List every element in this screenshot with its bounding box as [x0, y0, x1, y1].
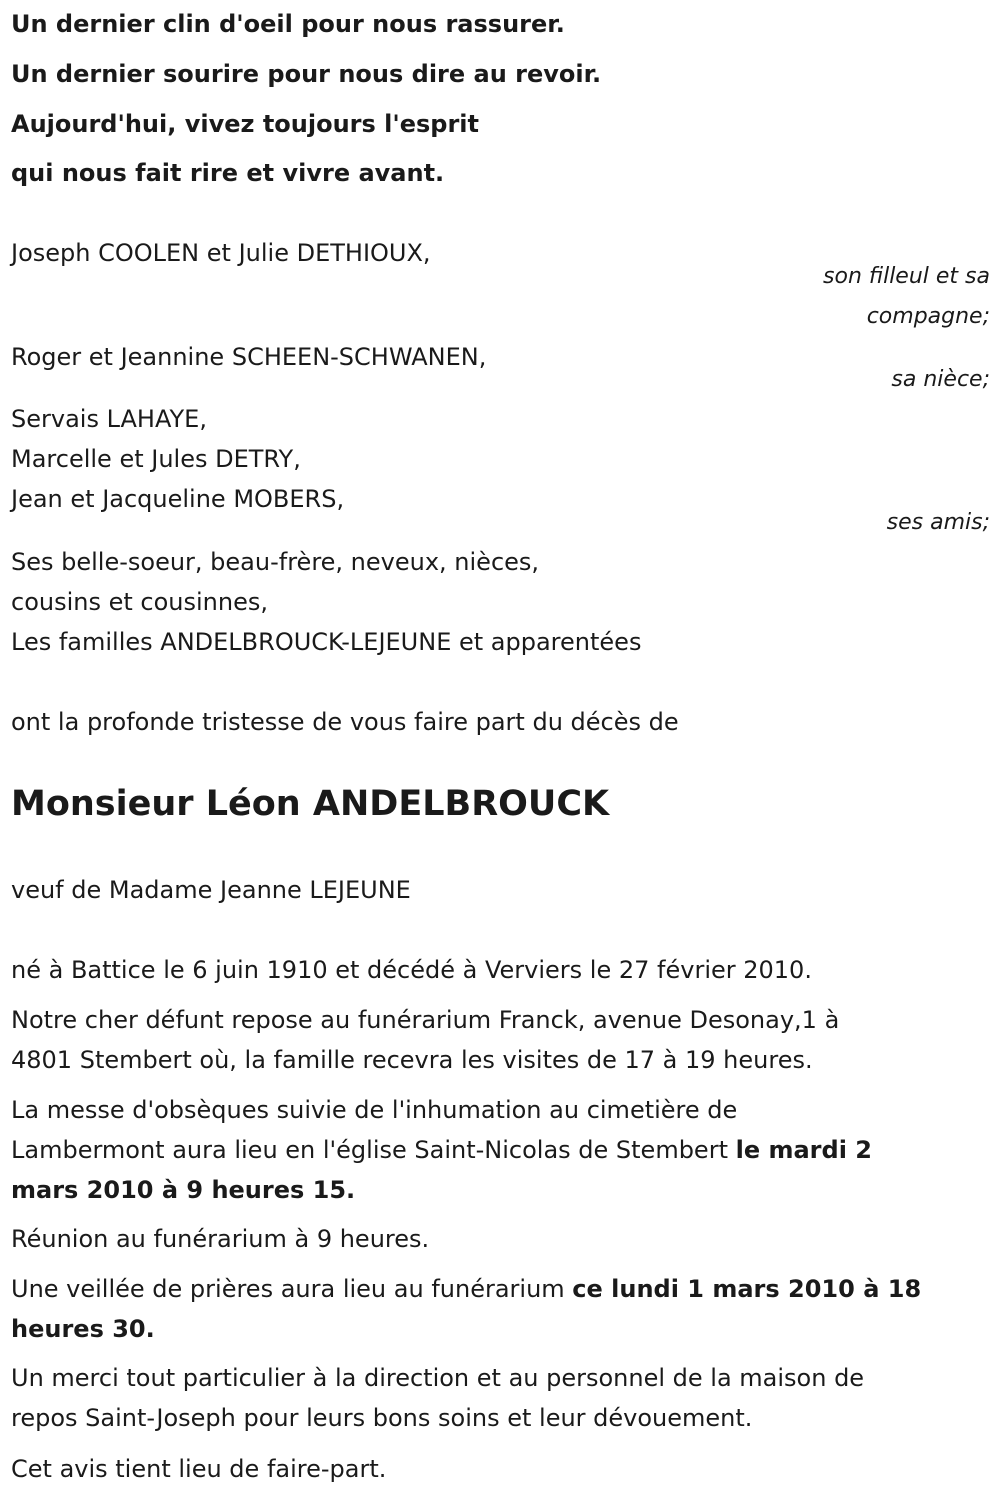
mourner-family-line-1: Ses belle-soeur, beau-frère, neveux, nièces,: [11, 548, 540, 576]
vigil-line-1: [11, 1273, 921, 1305]
mass-line-3: mars 2010 à 9 heures 15.: [11, 1176, 356, 1204]
birth-death-text: né à Battice le 6 juin 1910 et décédé à Verviers le 27 février 2010.: [11, 956, 812, 984]
poem-line-4: qui nous fait rire et vivre avant.: [11, 159, 445, 187]
role-amis: ses amis;: [886, 510, 990, 535]
mourner-family-line-2: cousins et cousinnes,: [11, 588, 268, 616]
meeting-text: Réunion au funérarium à 9 heures.: [11, 1225, 430, 1253]
mourner-family-line-3: Les familles ANDELBROUCK-LEJEUNE et apparentées: [11, 628, 642, 656]
role-compagne: compagne;: [866, 304, 990, 329]
vigil-line-2: heures 30.: [11, 1315, 155, 1343]
vigil-line-1-text: Une veillée de prières aura lieu au funérarium: [11, 1275, 573, 1303]
mass-line-2: [11, 1134, 872, 1166]
mourner-scheen-schwanen: Roger et Jeannine SCHEEN-SCHWANEN,: [11, 343, 487, 371]
mass-date-bold: le mardi 2: [735, 1136, 872, 1164]
vigil-date-bold: ce lundi 1 mars 2010 à 18: [572, 1275, 922, 1303]
mourner-lahaye: Servais LAHAYE,: [11, 405, 207, 433]
notice-text: Cet avis tient lieu de faire-part.: [11, 1455, 387, 1483]
thanks-line-2: repos Saint-Joseph pour leurs bons soins et leur dévouement.: [11, 1404, 753, 1432]
mass-line-1: La messe d'obsèques suivie de l'inhumation au cimetière de: [11, 1096, 738, 1124]
role-filleul: son filleul et sa: [823, 264, 990, 289]
mass-line-2-text: Lambermont aura lieu en l'église Saint-Nicolas de Stembert: [11, 1136, 736, 1164]
mourner-detry: Marcelle et Jules DETRY,: [11, 445, 301, 473]
mourner-coolen-dethioux: Joseph COOLEN et Julie DETHIOUX,: [11, 239, 431, 267]
poem-line-1: Un dernier clin d'oeil pour nous rassurer.: [11, 10, 565, 38]
thanks-line-1: Un merci tout particulier à la direction et au personnel de la maison de: [11, 1364, 865, 1392]
poem-line-3: Aujourd'hui, vivez toujours l'esprit: [11, 110, 479, 138]
poem-line-2: Un dernier sourire pour nous dire au revoir.: [11, 60, 602, 88]
role-niece: sa nièce;: [891, 367, 990, 392]
widower-text: veuf de Madame Jeanne LEJEUNE: [11, 876, 411, 904]
rest-line-1: Notre cher défunt repose au funérarium Franck, avenue Desonay,1 à: [11, 1006, 840, 1034]
rest-line-2: 4801 Stembert où, la famille recevra les visites de 17 à 19 heures.: [11, 1046, 813, 1074]
announcement-text: ont la profonde tristesse de vous faire part du décès de: [11, 708, 679, 736]
deceased-name: Monsieur Léon ANDELBROUCK: [11, 784, 610, 824]
mourner-mobers: Jean et Jacqueline MOBERS,: [11, 485, 345, 513]
